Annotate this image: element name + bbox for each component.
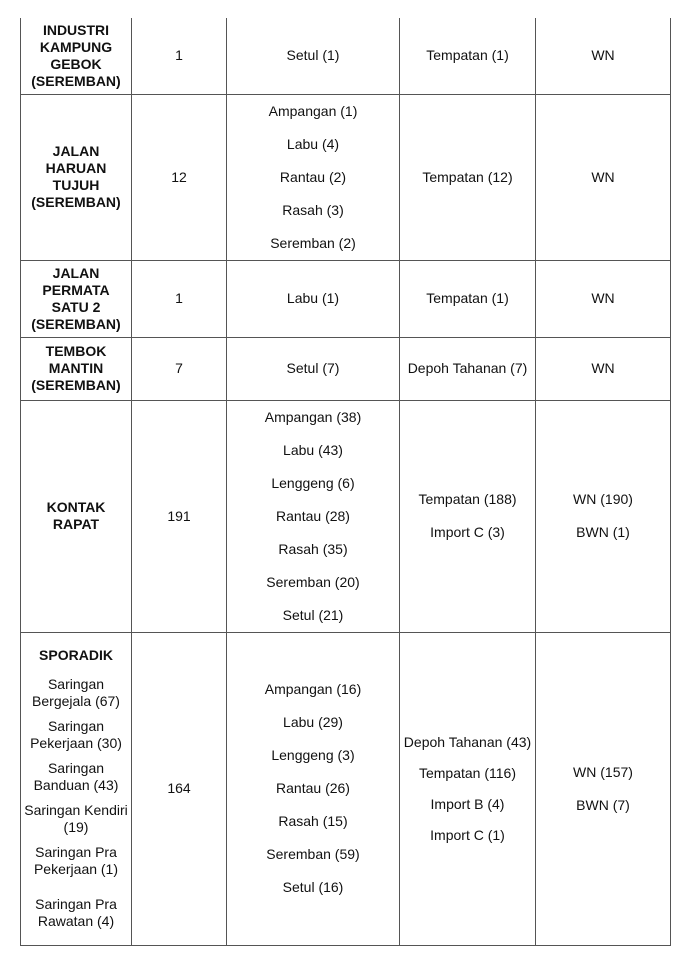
cluster-name: KONTAK RAPAT [21,400,132,632]
citizenship-list: WN [536,94,671,260]
cluster-name: JALAN HARUAN TUJUH (SEREMBAN) [21,94,132,260]
case-count: 191 [132,400,227,632]
cluster-name: INDUSTRI KAMPUNG GEBOK (SEREMBAN) [21,18,132,94]
citizenship-list: WN [536,18,671,94]
cluster-name: TEMBOK MANTIN (SEREMBAN) [21,337,132,400]
area-list: Ampangan (1) Labu (4) Rantau (2) Rasah (3) Seremban (2) [227,94,400,260]
case-count: 12 [132,94,227,260]
table-row [21,260,671,337]
cluster-name: SPORADIK Saringan Bergejala (67) Saringan Pekerjaan (30) Saringan Banduan (43) Saringan Kendiri (19) Saringan Pra Pekerjaan (1) Saringan Pra Rawatan (4) [21,632,132,945]
case-count: 7 [132,337,227,400]
table-row [21,400,671,632]
table-row [21,632,671,945]
area-list: Ampangan (38) Labu (43) Lenggeng (6) Rantau (28) Rasah (35) Seremban (20) Setul (21) [227,400,400,632]
case-count: 164 [132,632,227,945]
cluster-name: JALAN PERMATA SATU 2 (SEREMBAN) [21,260,132,337]
screening-item: Saringan Banduan (43) [33,760,119,793]
citizenship-list: WN (157) BWN (7) [536,632,671,945]
area-list: Setul (1) [227,18,400,94]
case-count: 1 [132,18,227,94]
screening-item: Saringan Bergejala (67) [32,676,120,709]
screening-item: Saringan Pekerjaan (30) [30,718,122,751]
source-list: Depoh Tahanan (7) [400,337,536,400]
table-row [21,94,671,260]
citizenship-list: WN [536,337,671,400]
source-list: Depoh Tahanan (43) Tempatan (116) Import B (4) Import C (1) [400,632,536,945]
source-list: Tempatan (188) Import C (3) [400,400,536,632]
table-row [21,337,671,400]
citizenship-list: WN (190) BWN (1) [536,400,671,632]
screening-item: Saringan Pra Rawatan (4) [35,896,117,929]
screening-item: Saringan Pra Pekerjaan (1) [33,844,119,877]
source-list: Tempatan (1) [400,260,536,337]
citizenship-list: WN [536,260,671,337]
screening-item: Saringan Kendiri (19) [24,802,128,835]
table-row [21,18,671,94]
area-list: Setul (7) [227,337,400,400]
area-list: Ampangan (16) Labu (29) Lenggeng (3) Rantau (26) Rasah (15) Seremban (59) Setul (16) [227,632,400,945]
area-list: Labu (1) [227,260,400,337]
cases-table [20,18,671,946]
source-list: Tempatan (12) [400,94,536,260]
source-list: Tempatan (1) [400,18,536,94]
case-count: 1 [132,260,227,337]
